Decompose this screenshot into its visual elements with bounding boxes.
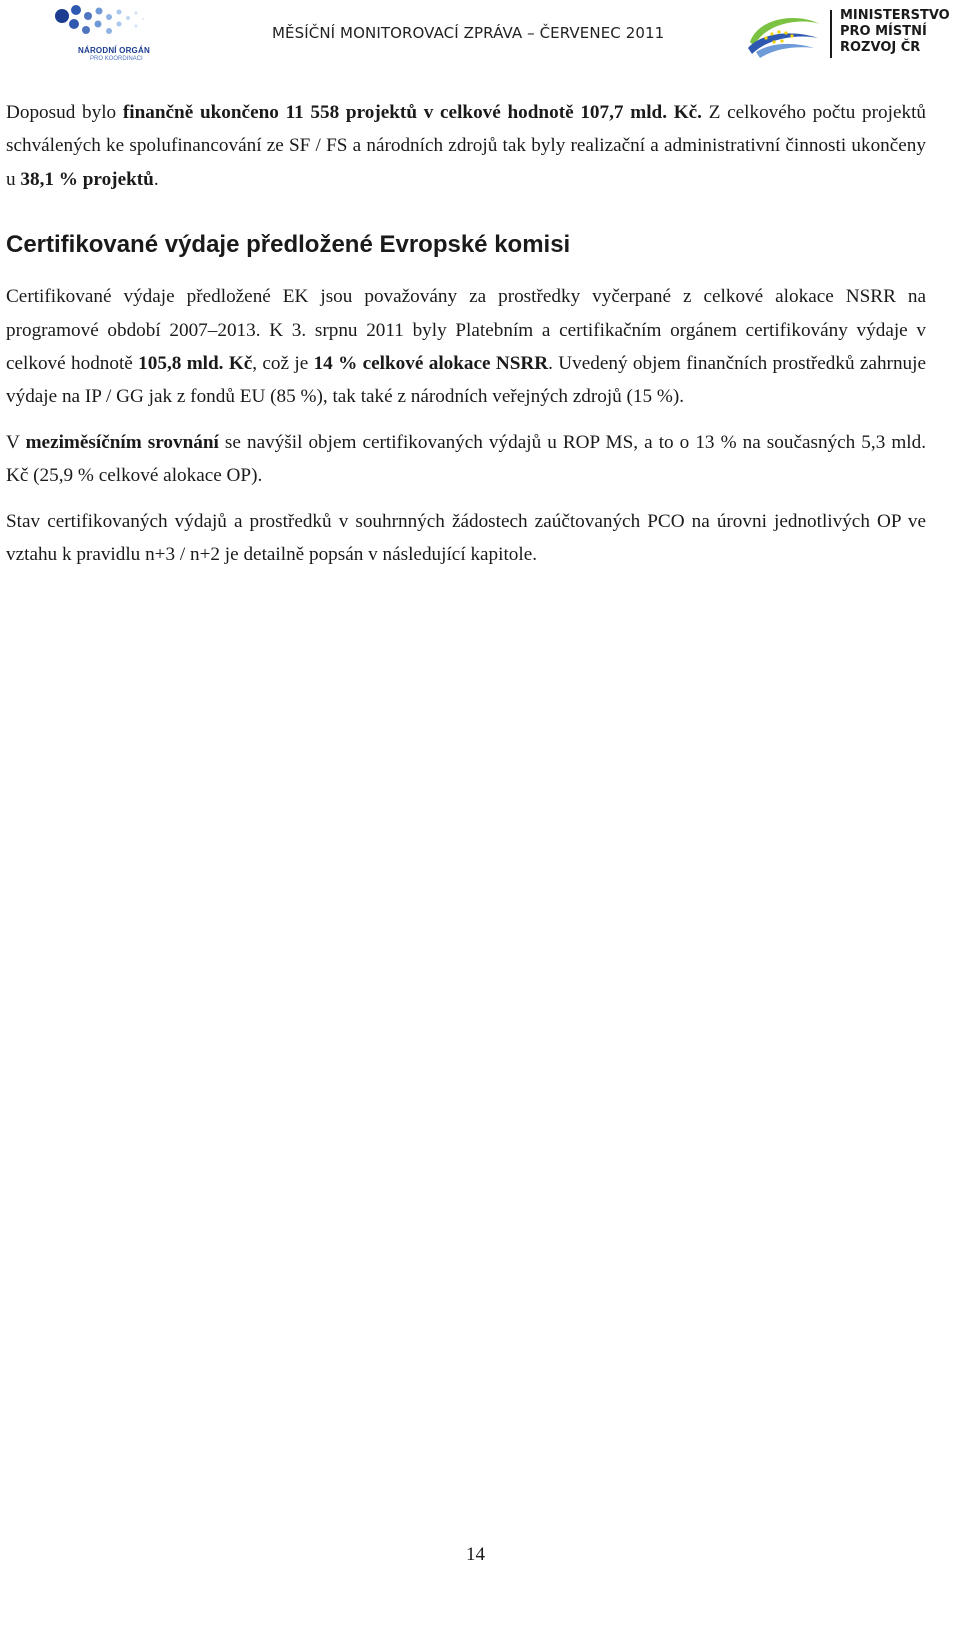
p1-text-1: Doposud bylo <box>6 102 123 123</box>
p3-bold-1: meziměsíčním srovnání <box>25 431 219 453</box>
p1-text-3: . <box>153 168 159 190</box>
p2-text-3: . Uvedený objem finančních prostředků zahrnuje výdaje na IP / GG jak z fondů EU (85 %), tak také z národních veřejných zdrojů (15 %). <box>6 353 926 408</box>
ministry-line2: PRO MÍSTNÍ <box>840 24 927 39</box>
narodni-organ-logo <box>52 4 156 64</box>
mmr-logo <box>744 6 954 64</box>
p2-bold-2: 14 % celkové alokace NSRR <box>313 353 549 375</box>
dots-logo-icon <box>52 4 148 44</box>
report-header-title: MĚSÍČNÍ MONITOROVACÍ ZPRÁVA – ČERVENEC 2011 <box>272 24 665 42</box>
p3-text-1: V <box>6 431 26 453</box>
paragraph-certified-expenditure <box>6 280 926 414</box>
document-body <box>6 96 926 571</box>
p2-text-1: Certifikované výdaje předložené EK jsou považovány za prostředky vyčerpané z celkové alokace NSRR na programové období 2007–2013. K 3. srpnu 2011 byly Platebním a certifikačním orgánem certifikovány výdaje v celkové hodnotě <box>6 286 926 375</box>
ministry-line1: MINISTERSTVO <box>840 8 950 23</box>
section-heading: Certifikované výdaje předložené Evropské komisi <box>6 231 571 259</box>
logo-left-line2: PRO KOORDINACI <box>90 56 143 62</box>
logo-left-line1: NÁRODNÍ ORGÁN <box>78 46 150 55</box>
paragraph-projects-completed <box>6 96 926 196</box>
p2-text-2: , což je <box>252 353 314 375</box>
ministry-name <box>840 8 950 56</box>
page-header <box>0 0 960 80</box>
logo-divider <box>830 10 832 58</box>
p1-bold-2: 38,1 % projektů <box>20 168 154 190</box>
eu-stars-swoosh-icon <box>744 12 824 60</box>
paragraph-n-plus-rule: Stav certifikovaných výdajů a prostředků v souhrnných žádostech zaúčtovaných PCO na úrovni jednotlivých OP ve vztahu k pravidlu n+3 / n+2 je detailně popsán v následující kapitole. <box>6 510 926 566</box>
p1-bold-1: finančně ukončeno 11 558 projektů v celkové hodnotě 107,7 mld. Kč. <box>122 102 702 123</box>
paragraph-monthly-comparison <box>6 426 926 493</box>
p1-text-2: Z celkového počtu projektů schválených ke spolufinancování ze SF / FS a národních zdrojů tak byly realizační a administrativní činnosti ukončeny u <box>6 102 926 190</box>
p3-text-2: se navýšil objem certifikovaných výdajů u ROP MS, a to o 13 % na současných 5,3 mld. Kč (25,9 % celkové alokace OP). <box>6 431 926 487</box>
p2-bold-1: 105,8 mld. Kč <box>138 353 253 375</box>
ministry-line3: ROZVOJ ČR <box>840 40 921 55</box>
page-number: 14 <box>466 1544 485 1565</box>
